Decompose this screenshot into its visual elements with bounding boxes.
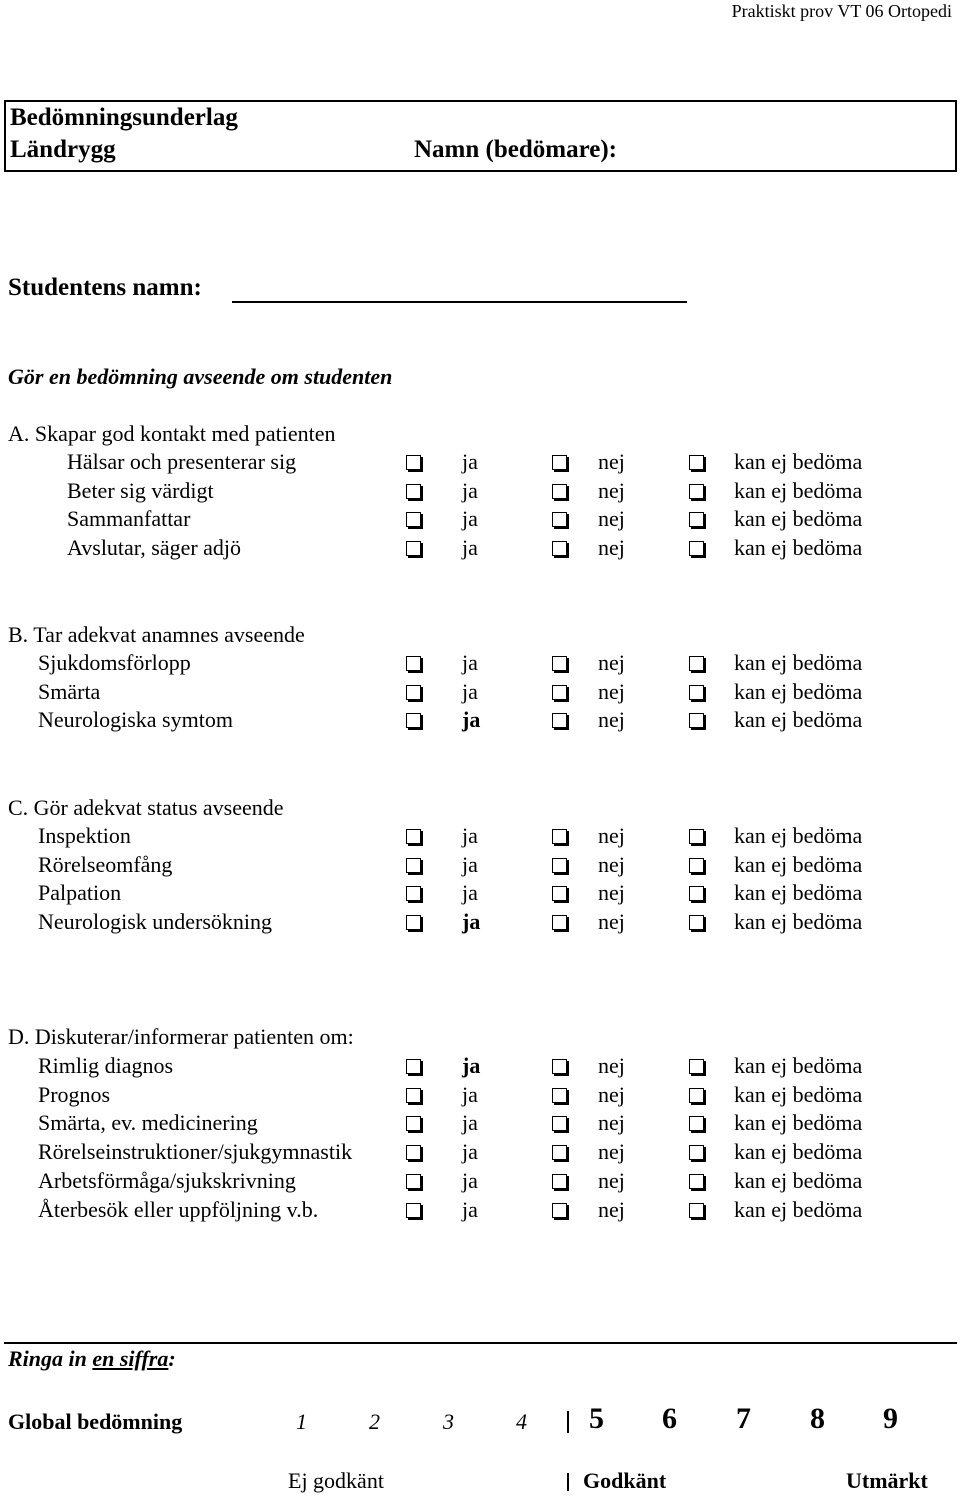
course-header: Praktiskt prov VT 06 Ortopedi <box>731 1 952 21</box>
item-label: Palpation <box>38 880 122 906</box>
item-label: Smärta <box>38 678 101 704</box>
option-label-kan-ej-bedoma: kan ej bedöma <box>734 650 863 675</box>
checkbox-ja[interactable] <box>406 541 421 556</box>
checkbox-nej[interactable] <box>552 1116 567 1131</box>
option-label-nej: nej <box>598 1110 625 1136</box>
option-label-kan-ej-bedoma: kan ej bedöma <box>734 1081 863 1107</box>
checkbox-nej[interactable] <box>552 1174 567 1189</box>
option-label-nej: nej <box>598 1196 625 1222</box>
checkbox-nej[interactable] <box>552 1088 567 1103</box>
item-label: Avslutar, säger adjö <box>67 535 242 561</box>
option-label-ja: ja <box>462 535 478 561</box>
checkbox-ja[interactable] <box>406 455 421 470</box>
global-rating-label: Global bedömning <box>8 1409 183 1434</box>
intro-text: Gör en bedömning avseende om studenten <box>8 364 393 389</box>
item-label: Neurologiska symtom <box>38 707 233 733</box>
option-label-kan-ej-bedoma: kan ej bedöma <box>734 678 863 704</box>
item-label: Inspektion <box>38 823 131 848</box>
assessment-row <box>0 1053 960 1081</box>
checkbox-ja[interactable] <box>406 512 421 527</box>
checkbox-kan-ej-bedoma[interactable] <box>689 1059 704 1074</box>
assessment-row <box>0 880 960 908</box>
item-label: Beter sig värdigt <box>67 477 214 503</box>
option-label-ja: ja <box>462 1053 481 1078</box>
checkbox-ja[interactable] <box>406 1174 421 1189</box>
checkbox-nej[interactable] <box>552 656 567 671</box>
item-label: Sammanfattar <box>67 506 191 532</box>
item-label: Återbesök eller uppföljning v.b. <box>38 1196 319 1222</box>
checkbox-nej[interactable] <box>552 858 567 873</box>
option-label-nej: nej <box>598 449 625 474</box>
checkbox-ja[interactable] <box>406 1203 421 1218</box>
option-label-ja: ja <box>462 1139 478 1165</box>
checkbox-nej[interactable] <box>552 541 567 556</box>
option-label-nej: nej <box>598 650 625 675</box>
checkbox-kan-ej-bedoma[interactable] <box>689 685 704 700</box>
assessment-row <box>0 707 960 735</box>
checkbox-ja[interactable] <box>406 829 421 844</box>
checkbox-kan-ej-bedoma[interactable] <box>689 1174 704 1189</box>
option-label-nej: nej <box>598 1081 625 1107</box>
scale-label-pass: Godkänt <box>583 1468 667 1493</box>
option-label-nej: nej <box>598 678 625 704</box>
option-label-kan-ej-bedoma: kan ej bedöma <box>734 1167 863 1193</box>
option-label-ja: ja <box>462 1196 478 1222</box>
checkbox-kan-ej-bedoma[interactable] <box>689 886 704 901</box>
checkbox-ja[interactable] <box>406 685 421 700</box>
checkbox-ja[interactable] <box>406 484 421 499</box>
checkbox-nej[interactable] <box>552 512 567 527</box>
item-label: Rimlig diagnos <box>38 1053 174 1078</box>
section-title: C. Gör adekvat status avseende <box>8 795 284 820</box>
assessment-row <box>0 1168 960 1196</box>
option-label-nej: nej <box>598 851 625 877</box>
option-label-kan-ej-bedoma: kan ej bedöma <box>734 1110 863 1136</box>
option-label-nej: nej <box>598 823 625 848</box>
option-label-ja: ja <box>462 678 478 704</box>
checkbox-kan-ej-bedoma[interactable] <box>689 541 704 556</box>
scale-label-fail: Ej godkänt <box>288 1468 384 1493</box>
checkbox-kan-ej-bedoma[interactable] <box>689 1088 704 1103</box>
checkbox-nej[interactable] <box>552 685 567 700</box>
checkbox-ja[interactable] <box>406 915 421 930</box>
assessment-row <box>0 1082 960 1110</box>
checkbox-nej[interactable] <box>552 455 567 470</box>
checkbox-kan-ej-bedoma[interactable] <box>689 512 704 527</box>
rating-number[interactable]: 3 <box>443 1409 454 1434</box>
option-label-ja: ja <box>462 1081 478 1107</box>
checkbox-nej[interactable] <box>552 1145 567 1160</box>
checkbox-kan-ej-bedoma[interactable] <box>689 1116 704 1131</box>
assessment-row <box>0 679 960 707</box>
checkbox-ja[interactable] <box>406 858 421 873</box>
option-label-ja: ja <box>462 707 481 733</box>
assessment-row <box>0 823 960 851</box>
checkbox-ja[interactable] <box>406 713 421 728</box>
checkbox-nej[interactable] <box>552 1059 567 1074</box>
assessment-row <box>0 449 960 477</box>
student-name-label: Studentens namn: <box>8 274 202 301</box>
option-label-kan-ej-bedoma: kan ej bedöma <box>734 707 863 733</box>
checkbox-ja[interactable] <box>406 1088 421 1103</box>
section-title: B. Tar adekvat anamnes avseende <box>8 622 305 647</box>
option-label-nej: nej <box>598 1053 625 1078</box>
option-label-nej: nej <box>598 506 625 532</box>
rating-number[interactable]: 2 <box>369 1409 380 1434</box>
option-label-kan-ej-bedoma: kan ej bedöma <box>734 477 863 503</box>
assessment-row <box>0 1139 960 1167</box>
rating-number[interactable]: 6 <box>662 1402 677 1435</box>
section-title: A. Skapar god kontakt med patienten <box>8 421 336 446</box>
section-title: D. Diskuterar/informerar patienten om: <box>8 1024 354 1049</box>
option-label-kan-ej-bedoma: kan ej bedöma <box>734 823 863 848</box>
option-label-ja: ja <box>462 1110 478 1136</box>
form-subtitle: Ländrygg <box>10 136 116 163</box>
rating-number[interactable]: 7 <box>736 1402 751 1435</box>
assessor-name-label: Namn (bedömare): <box>414 136 617 163</box>
assessment-row <box>0 535 960 563</box>
option-label-kan-ej-bedoma: kan ej bedöma <box>734 880 863 906</box>
item-label: Rörelseinstruktioner/sjukgymnastik <box>38 1139 353 1165</box>
scale-separator <box>567 1411 569 1433</box>
checkbox-kan-ej-bedoma[interactable] <box>689 484 704 499</box>
option-label-nej: nej <box>598 880 625 906</box>
assessment-row <box>0 1110 960 1138</box>
option-label-nej: nej <box>598 1167 625 1193</box>
item-label: Neurologisk undersökning <box>38 909 273 935</box>
option-label-nej: nej <box>598 1139 625 1165</box>
checkbox-ja[interactable] <box>406 886 421 901</box>
student-name-field[interactable] <box>232 301 687 303</box>
item-label: Prognos <box>38 1081 111 1107</box>
option-label-ja: ja <box>462 449 478 474</box>
checkbox-kan-ej-bedoma[interactable] <box>689 1145 704 1160</box>
checkbox-kan-ej-bedoma[interactable] <box>689 829 704 844</box>
item-label: Hälsar och presenterar sig <box>67 449 297 474</box>
assessment-row <box>0 852 960 880</box>
option-label-kan-ej-bedoma: kan ej bedöma <box>734 851 863 877</box>
option-label-ja: ja <box>462 823 478 848</box>
checkbox-kan-ej-bedoma[interactable] <box>689 1203 704 1218</box>
checkbox-ja[interactable] <box>406 1145 421 1160</box>
item-label: Sjukdomsförlopp <box>38 650 191 675</box>
option-label-ja: ja <box>462 506 478 532</box>
assessment-row <box>0 478 960 506</box>
checkbox-ja[interactable] <box>406 1059 421 1074</box>
form-title: Bedömningsunderlag <box>10 104 238 131</box>
checkbox-nej[interactable] <box>552 1203 567 1218</box>
item-label: Rörelseomfång <box>38 851 173 877</box>
checkbox-kan-ej-bedoma[interactable] <box>689 915 704 930</box>
checkbox-nej[interactable] <box>552 915 567 930</box>
option-label-ja: ja <box>462 880 478 906</box>
option-label-kan-ej-bedoma: kan ej bedöma <box>734 1196 863 1222</box>
option-label-kan-ej-bedoma: kan ej bedöma <box>734 1053 863 1078</box>
option-label-nej: nej <box>598 707 625 733</box>
assessment-row <box>0 909 960 937</box>
checkbox-kan-ej-bedoma[interactable] <box>689 713 704 728</box>
option-label-ja: ja <box>462 909 481 935</box>
rating-instruction: Ringa in en siffra: <box>8 1346 176 1371</box>
scale-label-excellent: Utmärkt <box>846 1468 928 1493</box>
option-label-kan-ej-bedoma: kan ej bedöma <box>734 535 863 561</box>
option-label-kan-ej-bedoma: kan ej bedöma <box>734 1139 863 1165</box>
checkbox-nej[interactable] <box>552 713 567 728</box>
checkbox-kan-ej-bedoma[interactable] <box>689 656 704 671</box>
checkbox-nej[interactable] <box>552 829 567 844</box>
rating-number[interactable]: 9 <box>883 1402 898 1435</box>
scale-separator-lower <box>567 1473 569 1491</box>
checkbox-nej[interactable] <box>552 484 567 499</box>
option-label-nej: nej <box>598 909 625 935</box>
option-label-kan-ej-bedoma: kan ej bedöma <box>734 506 863 532</box>
option-label-nej: nej <box>598 535 625 561</box>
checkbox-nej[interactable] <box>552 886 567 901</box>
checkbox-kan-ej-bedoma[interactable] <box>689 858 704 873</box>
rating-number[interactable]: 4 <box>516 1409 527 1434</box>
checkbox-ja[interactable] <box>406 656 421 671</box>
assessment-row <box>0 1197 960 1225</box>
option-label-ja: ja <box>462 851 478 877</box>
assessment-row <box>0 506 960 534</box>
option-label-nej: nej <box>598 477 625 503</box>
checkbox-kan-ej-bedoma[interactable] <box>689 455 704 470</box>
checkbox-ja[interactable] <box>406 1116 421 1131</box>
option-label-kan-ej-bedoma: kan ej bedöma <box>734 449 863 474</box>
assessment-row <box>0 650 960 678</box>
rating-number[interactable]: 5 <box>589 1402 604 1435</box>
item-label: Smärta, ev. medicinering <box>38 1110 258 1136</box>
option-label-kan-ej-bedoma: kan ej bedöma <box>734 909 863 935</box>
option-label-ja: ja <box>462 477 478 503</box>
divider-line <box>4 1342 957 1344</box>
option-label-ja: ja <box>462 650 478 675</box>
option-label-ja: ja <box>462 1167 478 1193</box>
rating-number[interactable]: 8 <box>810 1402 825 1435</box>
item-label: Arbetsförmåga/sjukskrivning <box>38 1167 296 1193</box>
rating-number[interactable]: 1 <box>296 1409 307 1434</box>
